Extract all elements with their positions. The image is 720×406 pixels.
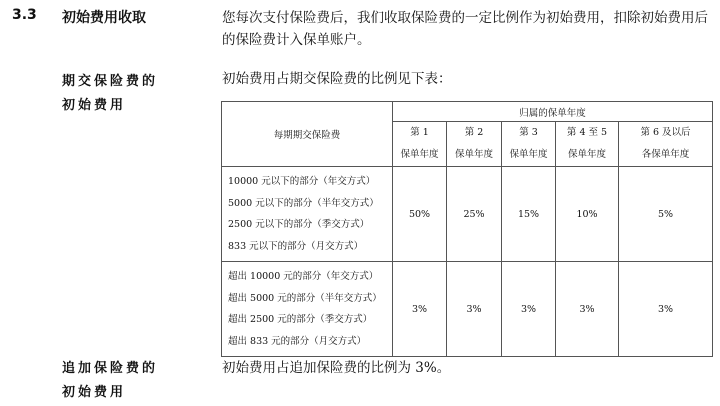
condition-cell: 超出 10000 元的部分（年交方式） 超出 5000 元的部分（半年交方式） 超出 2500 元的部分（季交方式） 超出 833 元的部分（月交方式）: [222, 262, 393, 357]
fee-table: [221, 101, 713, 357]
periodic-side-label-line2: 初始费用: [62, 98, 127, 113]
periodic-side-label-line1: 期交保险费的: [62, 74, 159, 89]
periodic-side-label: [62, 70, 158, 118]
additional-side-label-line2: 初始费用: [62, 385, 127, 400]
rate-cell: 3%: [393, 262, 447, 357]
rate-cell: 15%: [502, 167, 556, 262]
year-header: 第 1 保单年度: [393, 122, 447, 167]
additional-side-label: [62, 357, 158, 405]
rate-cell: 50%: [393, 167, 447, 262]
section-number: 3.3: [12, 7, 37, 23]
table-row: [222, 167, 713, 262]
policy-year-group-header: 归属的保单年度: [393, 102, 713, 122]
section-title: 初始费用收取: [62, 10, 146, 26]
rate-cell: 3%: [447, 262, 502, 357]
year-header: 第 6 及以后 各保单年度: [619, 122, 713, 167]
condition-cell: 10000 元以下的部分（年交方式） 5000 元以下的部分（半年交方式） 2500 元以下的部分（季交方式） 833 元以下的部分（月交方式）: [222, 167, 393, 262]
section-paragraph: 您每次支付保险费后，我们收取保险费的一定比例作为初始费用，扣除初始费用后的保险费计入保单账户。: [222, 10, 708, 48]
premium-column-header: 每期期交保险费: [222, 102, 393, 167]
rate-cell: 10%: [556, 167, 619, 262]
table-row: [222, 262, 713, 357]
rate-cell: 3%: [556, 262, 619, 357]
year-header: 第 4 至 5 保单年度: [556, 122, 619, 167]
rate-cell: 5%: [619, 167, 713, 262]
year-header: 第 2 保单年度: [447, 122, 502, 167]
table-intro: 初始费用占期交保险费的比例见下表：: [222, 71, 452, 87]
rate-cell: 25%: [447, 167, 502, 262]
rate-cell: 3%: [619, 262, 713, 357]
rate-cell: 3%: [502, 262, 556, 357]
year-header: 第 3 保单年度: [502, 122, 556, 167]
additional-side-label-line1: 追加保险费的: [62, 361, 159, 376]
additional-fee-text: 初始费用占追加保险费的比例为 3%。: [222, 360, 451, 376]
